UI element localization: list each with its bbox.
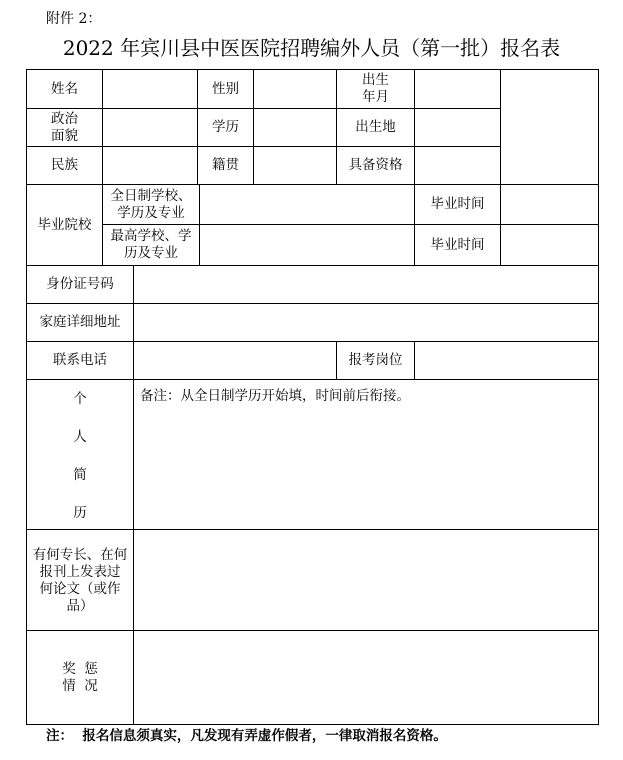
name-label: 姓名 bbox=[51, 80, 78, 97]
id-label: 身份证号码 bbox=[46, 276, 114, 292]
address-label: 家庭详细地址 bbox=[39, 314, 121, 330]
political-label: 政治 面貌 bbox=[51, 110, 78, 144]
birth-field[interactable] bbox=[415, 70, 500, 108]
birthplace-label: 出生地 bbox=[355, 119, 396, 135]
grad-time-field-1[interactable] bbox=[501, 185, 598, 224]
specialty-field[interactable] bbox=[134, 531, 598, 630]
native-field[interactable] bbox=[254, 147, 336, 184]
position-label: 报考岗位 bbox=[348, 352, 403, 368]
birth-label: 出生 年月 bbox=[362, 72, 389, 105]
award-field[interactable] bbox=[134, 631, 598, 724]
specialty-label: 有何专长、在何 报刊上发表过 何论文（或作 品） bbox=[32, 546, 128, 614]
highest-school-field[interactable] bbox=[200, 225, 414, 265]
grad-time-label-2: 毕业时间 bbox=[430, 236, 485, 253]
form-title: 2022 年宾川县中医医院招聘编外人员（第一批）报名表 bbox=[62, 36, 561, 60]
birthplace-field[interactable] bbox=[415, 109, 500, 146]
footer-note: 注： 报名信息须真实，凡发现有弄虚作假者，一律取消报名资格。 bbox=[46, 728, 447, 744]
grad-time-field-2[interactable] bbox=[501, 225, 598, 265]
annex-label: 附件 2： bbox=[46, 11, 102, 27]
gender-field[interactable] bbox=[254, 70, 336, 108]
position-field[interactable] bbox=[415, 342, 598, 379]
qualification-label: 具备资格 bbox=[348, 157, 403, 173]
grad-time-label-1: 毕业时间 bbox=[430, 196, 485, 212]
ethnicity-field[interactable] bbox=[103, 147, 197, 184]
native-label: 籍贯 bbox=[212, 157, 239, 173]
resume-field[interactable] bbox=[134, 400, 598, 529]
resume-label: 个 人 简 历 bbox=[73, 391, 87, 521]
photo-area[interactable] bbox=[501, 70, 598, 184]
education-field[interactable] bbox=[254, 109, 336, 146]
school-label: 毕业院校 bbox=[37, 216, 92, 233]
ethnicity-label: 民族 bbox=[51, 157, 78, 173]
fulltime-school-field[interactable] bbox=[200, 185, 414, 224]
address-field[interactable] bbox=[134, 304, 598, 341]
name-field[interactable] bbox=[103, 70, 197, 108]
award-label: 奖 惩 情 况 bbox=[62, 660, 98, 694]
political-field[interactable] bbox=[103, 109, 197, 146]
resume-note: 备注：从全日制学历开始填，时间前后衔接。 bbox=[140, 388, 410, 404]
education-label: 学历 bbox=[212, 119, 239, 135]
id-field[interactable] bbox=[134, 266, 598, 303]
gender-label: 性别 bbox=[212, 80, 239, 97]
phone-label: 联系电话 bbox=[53, 352, 107, 368]
fulltime-school-label: 全日制学校、 学历及专业 bbox=[110, 187, 192, 221]
highest-school-label: 最高学校、学 历及专业 bbox=[110, 228, 192, 261]
phone-field[interactable] bbox=[134, 342, 336, 379]
qualification-field[interactable] bbox=[415, 147, 500, 184]
